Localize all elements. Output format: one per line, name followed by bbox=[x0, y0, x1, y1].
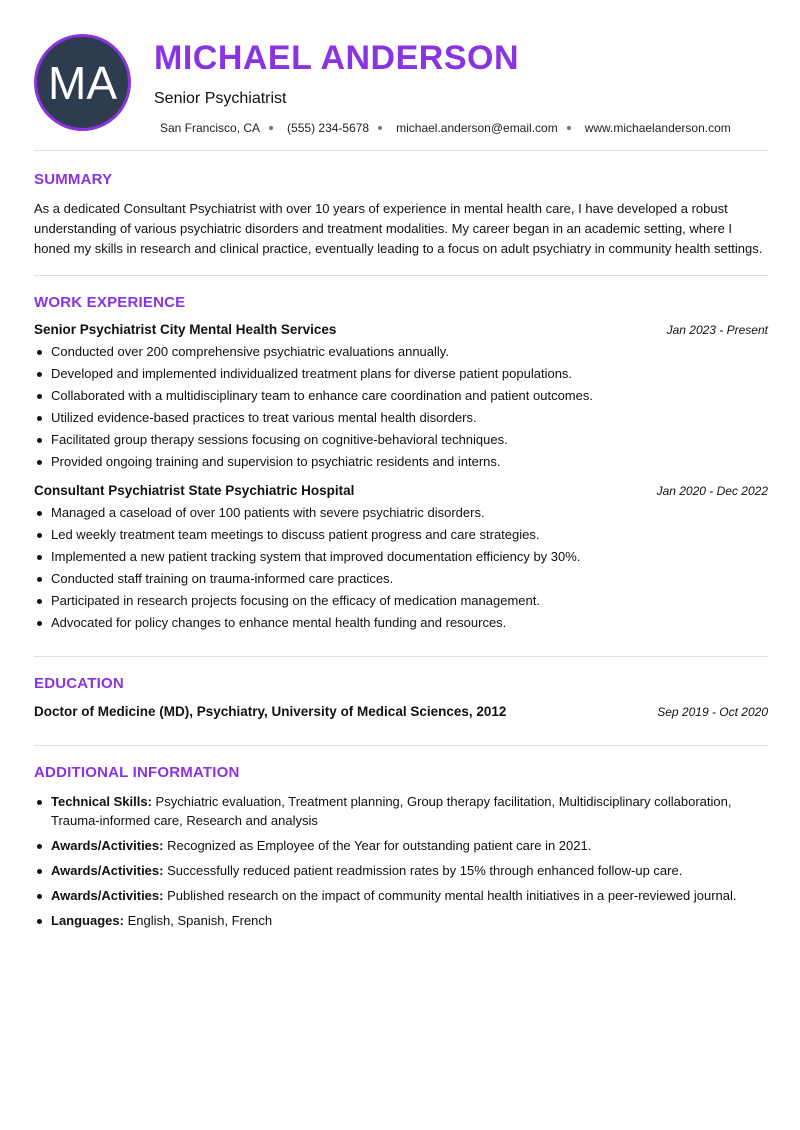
list-item: Implemented a new patient tracking system that improved documentation efficiency by 30%. bbox=[34, 546, 768, 568]
list-item: Developed and implemented individualized treatment plans for diverse patient populations. bbox=[34, 363, 768, 385]
list-item: Collaborated with a multidisciplinary team to enhance care coordination and patient outcomes. bbox=[34, 385, 768, 407]
list-item bbox=[34, 861, 768, 880]
item-text: Recognized as Employee of the Year for outstanding patient care in 2021. bbox=[167, 838, 592, 853]
candidate-name: MICHAEL ANDERSON bbox=[154, 39, 520, 77]
item-label: Languages: bbox=[51, 913, 124, 928]
list-item: Provided ongoing training and supervision to psychiatric residents and interns. bbox=[34, 451, 768, 473]
item-label: Awards/Activities: bbox=[51, 888, 164, 903]
list-item: Led weekly treatment team meetings to discuss patient progress and care strategies. bbox=[34, 524, 768, 546]
list-item: Utilized evidence-based practices to treat various mental health disorders. bbox=[34, 407, 768, 429]
separator-dot-icon bbox=[269, 126, 273, 130]
separator-dot-icon bbox=[567, 126, 571, 130]
list-item: Advocated for policy changes to enhance mental health funding and resources. bbox=[34, 612, 768, 634]
summary-heading: SUMMARY bbox=[34, 171, 113, 188]
job-bullets bbox=[34, 341, 768, 473]
item-text: Psychiatric evaluation, Treatment planning, Group therapy facilitation, Multidisciplinary collaboration, Trauma-informed care, Research and analysis bbox=[51, 794, 732, 828]
list-item: Conducted over 200 comprehensive psychiatric evaluations annually. bbox=[34, 341, 768, 363]
list-item bbox=[34, 886, 768, 905]
candidate-title: Senior Psychiatrist bbox=[154, 90, 287, 107]
item-label: Awards/Activities: bbox=[51, 838, 164, 853]
contact-website[interactable]: www.michaelanderson.com bbox=[584, 121, 731, 135]
list-item: Facilitated group therapy sessions focusing on cognitive-behavioral techniques. bbox=[34, 429, 768, 451]
item-label: Awards/Activities: bbox=[51, 863, 164, 878]
job-bullets bbox=[34, 502, 768, 634]
resume-header bbox=[34, 0, 768, 150]
list-item bbox=[34, 836, 768, 855]
job-title: Senior Psychiatrist City Mental Health Services bbox=[34, 322, 337, 337]
experience-section bbox=[34, 276, 768, 656]
list-item: Conducted staff training on trauma-informed care practices. bbox=[34, 568, 768, 590]
item-text: Published research on the impact of community mental health initiatives in a peer-reviewed journal. bbox=[167, 888, 737, 903]
item-text: English, Spanish, French bbox=[127, 913, 273, 928]
contact-phone: (555) 234-5678 bbox=[287, 121, 370, 135]
job-title: Consultant Psychiatrist State Psychiatric Hospital bbox=[34, 483, 355, 498]
resume-page bbox=[34, 0, 768, 936]
contact-location: San Francisco, CA bbox=[160, 121, 261, 135]
summary-section bbox=[34, 151, 768, 275]
list-item bbox=[34, 792, 768, 830]
item-text: Successfully reduced patient readmission rates by 15% through enhanced follow-up care. bbox=[167, 863, 683, 878]
job-entry bbox=[34, 322, 768, 473]
additional-section bbox=[34, 746, 768, 930]
job-date: Jan 2020 - Dec 2022 bbox=[656, 484, 768, 498]
additional-list bbox=[34, 792, 768, 930]
education-degree: Doctor of Medicine (MD), Psychiatry, University of Medical Sciences, 2012 bbox=[34, 704, 507, 719]
education-heading: EDUCATION bbox=[34, 675, 124, 692]
list-item bbox=[34, 911, 768, 930]
additional-heading: ADDITIONAL INFORMATION bbox=[34, 764, 240, 781]
education-entry bbox=[34, 704, 768, 719]
contact-email[interactable]: michael.anderson@email.com bbox=[396, 121, 558, 135]
avatar bbox=[34, 34, 131, 131]
experience-heading: WORK EXPERIENCE bbox=[34, 294, 186, 311]
job-header bbox=[34, 483, 768, 498]
job-date: Jan 2023 - Present bbox=[666, 323, 768, 337]
avatar-initials: MA bbox=[48, 56, 117, 109]
list-item: Managed a caseload of over 100 patients with severe psychiatric disorders. bbox=[34, 502, 768, 524]
contact-info bbox=[160, 120, 731, 136]
education-section bbox=[34, 657, 768, 745]
summary-text: As a dedicated Consultant Psychiatrist with over 10 years of experience in mental health care, I have developed a robust understanding of various psychiatric disorders and treatment modalities. My career began in an academic setting, where I honed my skills in research and clinical practice, eventually leading to a focus on adult psychiatry in community health settings. bbox=[34, 201, 763, 256]
job-header bbox=[34, 322, 768, 337]
separator-dot-icon bbox=[378, 126, 382, 130]
item-label: Technical Skills: bbox=[51, 794, 152, 809]
list-item: Participated in research projects focusing on the efficacy of medication management. bbox=[34, 590, 768, 612]
job-entry bbox=[34, 483, 768, 634]
education-date: Sep 2019 - Oct 2020 bbox=[657, 705, 768, 719]
